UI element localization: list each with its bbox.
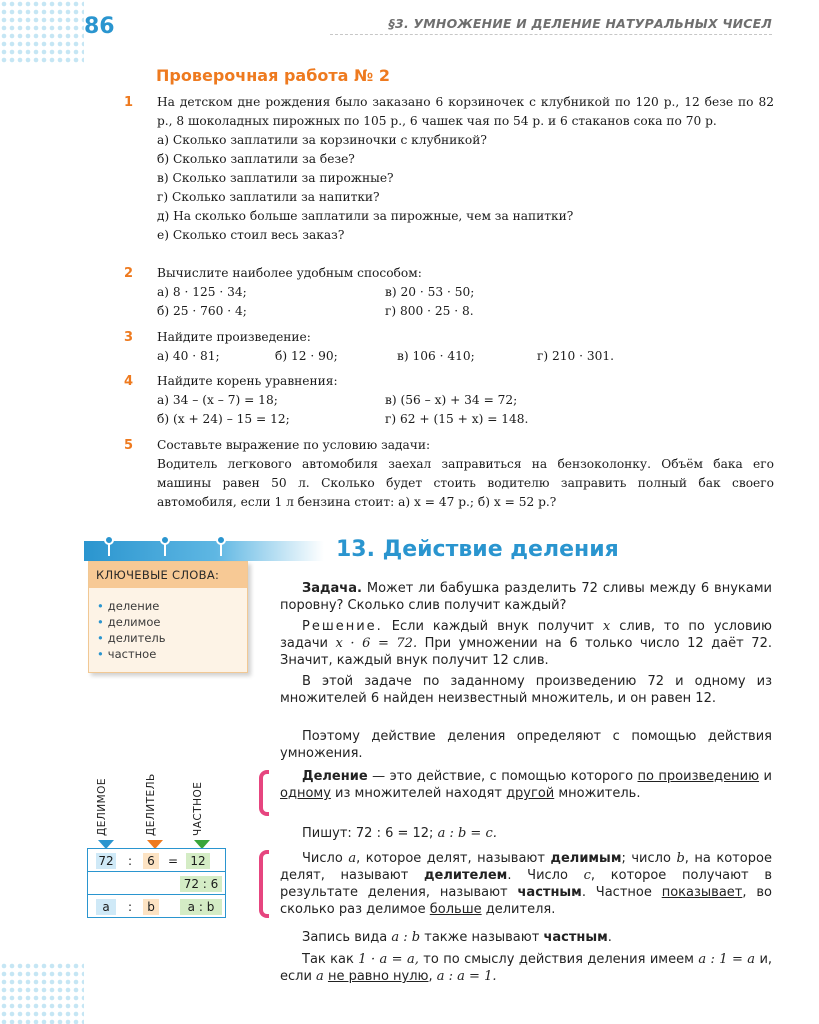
item-v: в) (56 – x) + 34 = 72; <box>385 393 518 407</box>
binder-ring-icon <box>158 535 172 557</box>
binder-ring-icon <box>102 535 116 557</box>
test-title: Проверочная работа № 2 <box>156 66 390 85</box>
cell-divisor: b <box>143 899 159 915</box>
question-item: а) Сколько заплатили за корзиночки с клубникой? <box>157 133 487 147</box>
exercise-text: На детском дне рождения было заказано 6 корзиночек с клубникой по 120 р., 12 безе по 82 р., 8 шоколадных пирожных по 105 р., 6 чашек чая по 54 р. и 6 стаканов сока по 70 р. <box>157 95 774 128</box>
page-number: 86 <box>84 14 115 39</box>
cell-op: : <box>127 854 133 868</box>
paragraph: Поэтому действие деления определяют с помощью действия умножения. <box>280 729 772 761</box>
cell-divisor: 6 <box>143 853 159 869</box>
binder-ring-icon <box>214 535 228 557</box>
exercise-2 <box>124 264 774 321</box>
terms-paragraph: Число a, которое делят, называют делимым; число b, на которое делят, называют делителем. Число c, которое получают в результате деления, называют частным. Частное показывает, во сколько раз делимое больше делителя. <box>280 851 772 917</box>
keyword-item: • делитель <box>97 631 166 645</box>
exercise-text: Найдите произведение: <box>157 330 311 344</box>
cell-quotient-expr: a : b <box>180 899 222 915</box>
item-b: б) 25 · 760 · 4; <box>157 304 247 318</box>
cell-dividend: a <box>96 899 116 915</box>
item-a: а) 40 · 81; <box>157 349 220 363</box>
exercise-3 <box>124 328 774 366</box>
exercise-text: Найдите корень уравнения: <box>157 374 338 388</box>
item-g: г) 800 · 25 · 8. <box>385 304 474 318</box>
notation-line: Пишут: 72 : 6 = 12; a : b = c. <box>302 826 497 841</box>
exercise-body: Водитель легкового автомобиля заехал заправиться на бензоколонку. Объём бака его машины равен 50 л. Сколько будет стоить водителю заправить полный бак своего автомобиля, если 1 л бензина стоит: а) x = 47 р.; б) x = 52 р.? <box>157 457 774 509</box>
running-title: §3. УМНОЖЕНИЕ И ДЕЛЕНИЕ НАТУРАЛЬНЫХ ЧИСЕЛ <box>330 16 772 35</box>
item-g: г) 62 + (15 + x) = 148. <box>385 412 529 426</box>
exercise-number: 3 <box>124 330 134 345</box>
exercise-1 <box>124 93 774 245</box>
definition-paragraph: Деление — это действие, с помощью которого по произведению и одному из множителей находят другой множитель. <box>280 769 772 801</box>
paragraph: В этой задаче по заданному произведению 72 и одному из множителей 6 найден неизвестный множитель, и он равен 12. <box>280 674 772 706</box>
divider <box>88 871 225 872</box>
item-v: в) 106 · 410; <box>397 349 475 363</box>
label-divisor: ДЕЛИТЕЛЬ <box>145 773 157 836</box>
exercise-number: 1 <box>124 95 134 110</box>
item-g: г) 210 · 301. <box>537 349 615 363</box>
cell-dividend: 72 <box>96 853 116 869</box>
question-item: г) Сколько заплатили за напитки? <box>157 190 380 204</box>
keywords-title: КЛЮЧЕВЫЕ СЛОВА: <box>89 562 247 588</box>
keyword-item: • делимое <box>97 615 161 629</box>
exercise-number: 4 <box>124 374 134 389</box>
task-paragraph: Задача. Может ли бабушка разделить 72 сливы между 6 внуками поровну? Сколько слив получит каждый? <box>280 581 772 613</box>
divider <box>88 894 225 895</box>
question-item: д) На сколько больше заплатили за пирожные, чем за напитки? <box>157 209 574 223</box>
division-diagram <box>87 848 226 918</box>
item-v: в) 20 · 53 · 50; <box>385 285 475 299</box>
item-b: б) 12 · 90; <box>275 349 338 363</box>
cell-eq: = <box>168 854 179 868</box>
item-b: б) (x + 24) – 15 = 12; <box>157 412 290 426</box>
keywords-header-bar <box>84 541 324 561</box>
exercise-text: Составьте выражение по условию задачи: <box>157 438 431 452</box>
definition-marker <box>259 770 269 816</box>
question-item: б) Сколько заплатили за безе? <box>157 152 355 166</box>
item-a: а) 8 · 125 · 34; <box>157 285 247 299</box>
exercise-number: 5 <box>124 438 134 453</box>
solution-paragraph: Решение. Если каждый внук получит x слив, то по условию задачи x · 6 = 72. При умножении на 6 только число 12 даёт 72. Значит, каждый внук получит 12 слив. <box>280 619 773 668</box>
paragraph: Так как 1 · a = a, то по смыслу действия деления имеем a : 1 = a и, если a не равно нулю, a : a = 1. <box>280 952 773 984</box>
exercise-text: Вычислите наиболее удобным способом: <box>157 266 422 280</box>
item-a: а) 34 – (x – 7) = 18; <box>157 393 278 407</box>
cell-quotient: 12 <box>186 853 210 869</box>
label-quotient: ЧАСТНОЕ <box>192 781 204 836</box>
cell-quotient-expr: 72 : 6 <box>180 876 222 892</box>
corner-dots-bottom <box>0 962 84 1024</box>
keyword-item: • деление <box>97 599 160 613</box>
label-dividend: ДЕЛИМОЕ <box>96 777 108 836</box>
exercise-4 <box>124 372 774 429</box>
definition-marker <box>259 850 269 918</box>
corner-dots-top <box>0 0 84 64</box>
exercise-number: 2 <box>124 266 134 281</box>
keyword-item: • частное <box>97 647 157 661</box>
question-item: е) Сколько стоил весь заказ? <box>157 228 345 242</box>
paragraph: Запись вида a : b также называют частным. <box>302 930 612 945</box>
keywords-box <box>88 561 248 673</box>
section-title: 13. Действие деления <box>336 537 619 562</box>
exercise-5 <box>124 436 774 512</box>
question-item: в) Сколько заплатили за пирожные? <box>157 171 394 185</box>
cell-op: : <box>127 900 133 914</box>
